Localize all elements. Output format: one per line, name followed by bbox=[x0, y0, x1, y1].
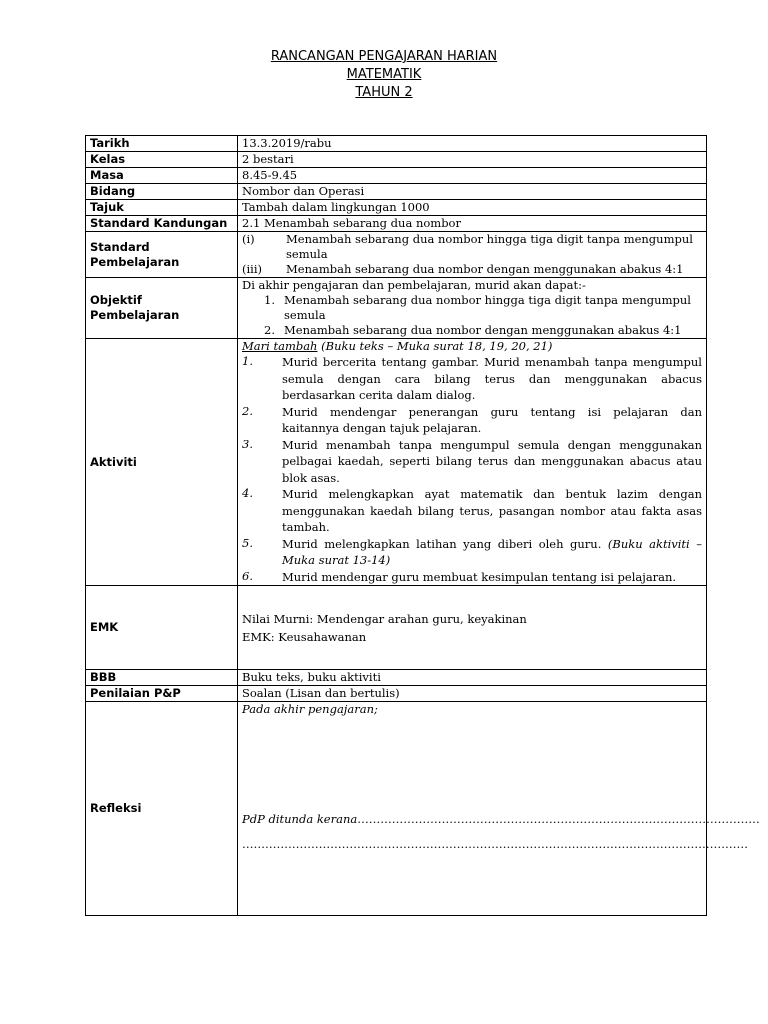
sp-item-text: Menambah sebarang dua nombor dengan menggunakan abakus 4:1 bbox=[286, 262, 684, 276]
aktiviti-item-number: 6. bbox=[242, 568, 253, 583]
value-objektif-pembelajaran bbox=[238, 278, 707, 339]
header-title: RANCANGAN PENGAJARAN HARIAN bbox=[270, 49, 498, 64]
row-penilaian bbox=[86, 686, 707, 702]
row-masa bbox=[86, 168, 707, 184]
value-bbb: Buku teks, buku aktiviti bbox=[238, 670, 707, 686]
row-tajuk bbox=[86, 200, 707, 216]
aktiviti-item-text bbox=[282, 404, 702, 437]
value-standard-kandungan: 2.1 Menambah sebarang dua nombor bbox=[238, 216, 707, 232]
aktiviti-item-number: 5. bbox=[242, 535, 253, 550]
refleksi-ditunda: PdP ditunda kerana…………………………………………………………………………………………… bbox=[242, 812, 760, 826]
aktiviti-item-number: 2. bbox=[242, 403, 253, 418]
aktiviti-item bbox=[242, 569, 702, 586]
value-masa: 8.45-9.45 bbox=[238, 168, 707, 184]
op-item-text: Menambah sebarang dua nombor dengan menggunakan abakus 4:1 bbox=[284, 323, 682, 337]
aktiviti-item-body: Murid menambah tanpa mengumpul semula dengan menggunakan pelbagai kaedah, seperti bilang terus dan menggunakan abacus atau blok asas. bbox=[282, 437, 702, 485]
aktiviti-item-text bbox=[282, 486, 702, 536]
row-kelas bbox=[86, 152, 707, 168]
emk-nilai-murni: Nilai Murni: Mendengar arahan guru, keyakinan bbox=[242, 611, 527, 626]
refleksi-dotted-line: …………………………………………………………………………………………………………………… bbox=[242, 837, 748, 851]
label-kelas: Kelas bbox=[86, 152, 238, 168]
aktiviti-item-body: Murid melengkapkan ayat matematik dan bentuk lazim dengan menggunakan kaedah bilang terus, pasangan nombor atau fakta asas tambah. bbox=[282, 487, 702, 534]
aktiviti-item-number: 1. bbox=[242, 354, 253, 368]
aktiviti-item bbox=[242, 486, 702, 536]
aktiviti-title-main: Mari tambah bbox=[242, 339, 318, 353]
label-tarikh: Tarikh bbox=[86, 136, 238, 152]
label-penilaian: Penilaian P&P bbox=[86, 686, 238, 702]
op-intro: Di akhir pengajaran dan pembelajaran, murid akan dapat:- bbox=[242, 278, 586, 292]
label-aktiviti: Aktiviti bbox=[86, 339, 238, 586]
label-refleksi: Refleksi bbox=[86, 702, 238, 916]
aktiviti-item-body: Murid melengkapkan latihan yang diberi oleh guru. bbox=[282, 536, 602, 551]
value-aktiviti bbox=[238, 339, 707, 586]
row-aktiviti bbox=[86, 339, 707, 586]
op-item-text: Menambah sebarang dua nombor hingga tiga digit tanpa mengumpul semula bbox=[284, 293, 691, 322]
value-tarikh: 13.3.2019/rabu bbox=[238, 136, 707, 152]
row-emk bbox=[86, 586, 707, 670]
row-refleksi bbox=[86, 702, 707, 916]
value-standard-pembelajaran bbox=[238, 232, 707, 278]
sp-item bbox=[242, 232, 702, 262]
header-year: TAHUN 2 bbox=[355, 85, 413, 100]
row-standard-pembelajaran bbox=[86, 232, 707, 278]
header-subject: MATEMATIK bbox=[346, 67, 422, 82]
value-emk bbox=[238, 586, 707, 670]
row-tarikh bbox=[86, 136, 707, 152]
value-penilaian: Soalan (Lisan dan bertulis) bbox=[238, 686, 707, 702]
row-objektif-pembelajaran bbox=[86, 278, 707, 339]
aktiviti-item-body: Murid bercerita tentang gambar. Murid menambah tanpa mengumpul semula dengan cara bilang terus dan menggunakan abacus berdasarkan cerita dalam dialog. bbox=[282, 355, 702, 402]
aktiviti-item-text bbox=[282, 354, 702, 404]
row-bidang bbox=[86, 184, 707, 200]
aktiviti-item-number: 3. bbox=[242, 436, 253, 451]
label-standard-kandungan: Standard Kandungan bbox=[86, 216, 238, 232]
label-bbb: BBB bbox=[86, 670, 238, 686]
aktiviti-title bbox=[242, 339, 702, 354]
row-bbb bbox=[86, 670, 707, 686]
value-bidang: Nombor dan Operasi bbox=[238, 184, 707, 200]
label-bidang: Bidang bbox=[86, 184, 238, 200]
aktiviti-item-text bbox=[282, 437, 702, 487]
sp-item-number: (iii) bbox=[242, 262, 263, 276]
aktiviti-item-body: Murid mendengar guru membuat kesimpulan tentang isi pelajaran. bbox=[282, 569, 677, 584]
aktiviti-item bbox=[242, 404, 702, 437]
aktiviti-item bbox=[242, 536, 702, 569]
value-tajuk: Tambah dalam lingkungan 1000 bbox=[238, 200, 707, 216]
label-standard-pembelajaran: Standard Pembelajaran bbox=[86, 232, 238, 278]
label-objektif-pembelajaran: Objektif Pembelajaran bbox=[86, 278, 238, 339]
refleksi-intro: Pada akhir pengajaran; bbox=[242, 702, 378, 716]
lesson-plan-table bbox=[85, 135, 760, 916]
sp-item-text: Menambah sebarang dua nombor hingga tiga digit tanpa mengumpul semula bbox=[286, 232, 693, 261]
aktiviti-item bbox=[242, 437, 702, 487]
op-item bbox=[242, 323, 702, 338]
label-masa: Masa bbox=[86, 168, 238, 184]
aktiviti-title-ref: (Buku teks – Muka surat 18, 19, 20, 21) bbox=[321, 339, 553, 353]
op-item-number: 1. bbox=[264, 293, 275, 307]
row-standard-kandungan bbox=[86, 216, 707, 232]
document-header bbox=[0, 48, 768, 102]
aktiviti-item-text bbox=[282, 536, 702, 569]
aktiviti-item bbox=[242, 354, 702, 404]
aktiviti-item-text bbox=[282, 569, 702, 586]
sp-item-number: (i) bbox=[242, 232, 255, 246]
emk-keusahawanan: EMK: Keusahawanan bbox=[242, 629, 367, 644]
sp-item bbox=[242, 262, 702, 277]
value-kelas: 2 bestari bbox=[238, 152, 707, 168]
label-tajuk: Tajuk bbox=[86, 200, 238, 216]
label-emk: EMK bbox=[86, 586, 238, 670]
aktiviti-item-ref: (Buku aktiviti – Muka surat 13-14) bbox=[282, 536, 702, 567]
op-item bbox=[242, 293, 702, 323]
op-item-number: 2. bbox=[264, 323, 275, 337]
value-refleksi bbox=[238, 702, 760, 916]
aktiviti-item-number: 4. bbox=[242, 486, 253, 500]
aktiviti-item-body: Murid mendengar penerangan guru tentang isi pelajaran dan kaitannya dengan tajuk pelajaran. bbox=[282, 404, 702, 435]
